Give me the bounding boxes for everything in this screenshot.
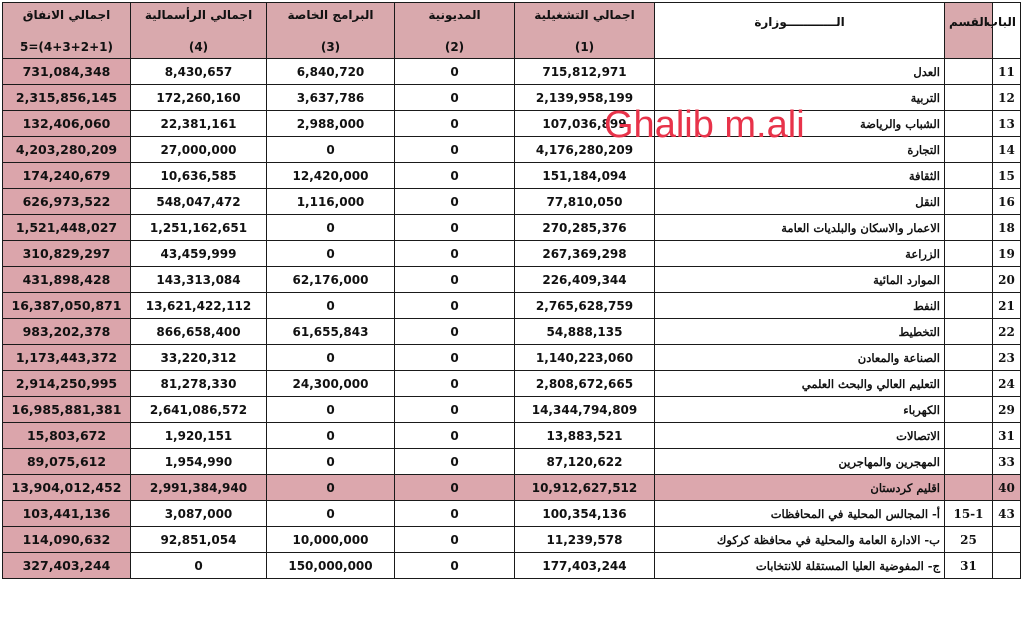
ministry-cell: التجارة (655, 137, 945, 163)
budget-table (2, 2, 1021, 579)
section-cell: 15-1 (945, 501, 993, 527)
operational-cell: 100,354,136 (515, 501, 655, 527)
total-cell: 15,803,672 (3, 423, 131, 449)
capital-cell: 1,251,162,651 (131, 215, 267, 241)
table-row (3, 423, 1021, 449)
debt-cell: 0 (395, 527, 515, 553)
capital-cell: 8,430,657 (131, 59, 267, 85)
ministry-cell: العدل (655, 59, 945, 85)
ministry-cell: المهجرين والمهاجرين (655, 449, 945, 475)
capital-cell: 1,954,990 (131, 449, 267, 475)
total-cell: 2,914,250,995 (3, 371, 131, 397)
table-row (3, 397, 1021, 423)
table-row (3, 501, 1021, 527)
table-row (3, 241, 1021, 267)
programs-cell: 1,116,000 (267, 189, 395, 215)
programs-cell: 0 (267, 293, 395, 319)
programs-cell: 0 (267, 475, 395, 501)
capital-cell: 27,000,000 (131, 137, 267, 163)
header-debt-number: (2) (444, 40, 465, 54)
operational-cell: 1,140,223,060 (515, 345, 655, 371)
operational-cell: 2,765,628,759 (515, 293, 655, 319)
total-cell: 2,315,856,145 (3, 85, 131, 111)
section-cell (945, 371, 993, 397)
operational-cell: 107,036,899 (515, 111, 655, 137)
chapter-cell: 14 (993, 137, 1021, 163)
chapter-cell: 12 (993, 85, 1021, 111)
capital-cell: 92,851,054 (131, 527, 267, 553)
table-row (3, 319, 1021, 345)
operational-cell: 77,810,050 (515, 189, 655, 215)
programs-cell: 0 (267, 397, 395, 423)
table-row (3, 189, 1021, 215)
total-cell: 114,090,632 (3, 527, 131, 553)
header-debt-label: المديونية (428, 8, 481, 22)
total-cell: 16,985,881,381 (3, 397, 131, 423)
section-cell (945, 475, 993, 501)
header-chapter: الباب (993, 3, 1021, 59)
total-cell: 983,202,378 (3, 319, 131, 345)
chapter-cell: 15 (993, 163, 1021, 189)
section-cell (945, 111, 993, 137)
programs-cell: 0 (267, 241, 395, 267)
chapter-cell: 13 (993, 111, 1021, 137)
table-row (3, 163, 1021, 189)
header-programs-label: البرامج الخاصة (287, 8, 374, 22)
total-cell: 174,240,679 (3, 163, 131, 189)
debt-cell: 0 (395, 501, 515, 527)
header-total (3, 3, 131, 59)
chapter-cell: 29 (993, 397, 1021, 423)
operational-cell: 87,120,622 (515, 449, 655, 475)
total-cell: 1,173,443,372 (3, 345, 131, 371)
operational-cell: 2,808,672,665 (515, 371, 655, 397)
header-operational (515, 3, 655, 59)
operational-cell: 10,912,627,512 (515, 475, 655, 501)
capital-cell: 22,381,161 (131, 111, 267, 137)
table-row (3, 59, 1021, 85)
table-row (3, 293, 1021, 319)
operational-cell: 2,139,958,199 (515, 85, 655, 111)
capital-cell: 2,991,384,940 (131, 475, 267, 501)
capital-cell: 33,220,312 (131, 345, 267, 371)
table-row (3, 111, 1021, 137)
section-cell (945, 449, 993, 475)
ministry-cell: الصناعة والمعادن (655, 345, 945, 371)
operational-cell: 226,409,344 (515, 267, 655, 293)
section-cell (945, 319, 993, 345)
operational-cell: 270,285,376 (515, 215, 655, 241)
table-row (3, 371, 1021, 397)
programs-cell: 3,637,786 (267, 85, 395, 111)
programs-cell: 2,988,000 (267, 111, 395, 137)
total-cell: 431,898,428 (3, 267, 131, 293)
programs-cell: 0 (267, 215, 395, 241)
debt-cell: 0 (395, 215, 515, 241)
section-cell (945, 137, 993, 163)
header-programs-number: (3) (320, 40, 341, 54)
header-ministry: الــــــــــــوزارة (655, 3, 945, 59)
header-total-formula: (4+3+2+1)=5 (20, 40, 113, 54)
ministry-cell: الاعمار والاسكان والبلديات العامة (655, 215, 945, 241)
operational-cell: 4,176,280,209 (515, 137, 655, 163)
header-operational-label: اجمالي التشغيلية (534, 8, 635, 22)
chapter-cell: 21 (993, 293, 1021, 319)
debt-cell: 0 (395, 267, 515, 293)
ministry-cell: التخطيط (655, 319, 945, 345)
table-row (3, 475, 1021, 501)
section-cell: 25 (945, 527, 993, 553)
capital-cell: 2,641,086,572 (131, 397, 267, 423)
programs-cell: 0 (267, 449, 395, 475)
total-cell: 13,904,012,452 (3, 475, 131, 501)
chapter-cell: 19 (993, 241, 1021, 267)
section-cell (945, 267, 993, 293)
programs-cell: 0 (267, 345, 395, 371)
total-cell: 89,075,612 (3, 449, 131, 475)
programs-cell: 62,176,000 (267, 267, 395, 293)
programs-cell: 12,420,000 (267, 163, 395, 189)
header-capital-label: اجمالي الرأسمالية (144, 8, 253, 22)
capital-cell: 172,260,160 (131, 85, 267, 111)
ministry-cell: الموارد المائية (655, 267, 945, 293)
chapter-cell: 11 (993, 59, 1021, 85)
capital-cell: 866,658,400 (131, 319, 267, 345)
operational-cell: 11,239,578 (515, 527, 655, 553)
ministry-cell: ب- الادارة العامة والمحلية في محافظة كركوك (655, 527, 945, 553)
total-cell: 731,084,348 (3, 59, 131, 85)
chapter-cell: 23 (993, 345, 1021, 371)
table-row (3, 215, 1021, 241)
operational-cell: 54,888,135 (515, 319, 655, 345)
section-cell (945, 241, 993, 267)
section-cell (945, 397, 993, 423)
debt-cell: 0 (395, 59, 515, 85)
section-cell (945, 293, 993, 319)
section-cell (945, 85, 993, 111)
table-row (3, 553, 1021, 579)
capital-cell: 10,636,585 (131, 163, 267, 189)
section-cell (945, 423, 993, 449)
debt-cell: 0 (395, 85, 515, 111)
chapter-cell: 24 (993, 371, 1021, 397)
ministry-cell: الاتصالات (655, 423, 945, 449)
chapter-cell (993, 527, 1021, 553)
header-capital-number: (4) (188, 40, 209, 54)
ministry-cell: الزراعة (655, 241, 945, 267)
chapter-cell: 43 (993, 501, 1021, 527)
ministry-cell: ج- المفوضية العليا المستقلة للانتخابات (655, 553, 945, 579)
capital-cell: 548,047,472 (131, 189, 267, 215)
chapter-cell: 33 (993, 449, 1021, 475)
capital-cell: 143,313,084 (131, 267, 267, 293)
section-cell (945, 163, 993, 189)
header-operational-number: (1) (574, 40, 595, 54)
capital-cell: 3,087,000 (131, 501, 267, 527)
programs-cell: 0 (267, 423, 395, 449)
total-cell: 310,829,297 (3, 241, 131, 267)
programs-cell: 24,300,000 (267, 371, 395, 397)
chapter-cell: 16 (993, 189, 1021, 215)
operational-cell: 715,812,971 (515, 59, 655, 85)
operational-cell: 177,403,244 (515, 553, 655, 579)
programs-cell: 6,840,720 (267, 59, 395, 85)
header-row (3, 3, 1021, 59)
debt-cell: 0 (395, 137, 515, 163)
programs-cell: 61,655,843 (267, 319, 395, 345)
table-row (3, 449, 1021, 475)
chapter-cell: 40 (993, 475, 1021, 501)
ministry-cell: أ- المجالس المحلية في المحافظات (655, 501, 945, 527)
operational-cell: 14,344,794,809 (515, 397, 655, 423)
section-cell (945, 215, 993, 241)
ministry-cell: الثقافة (655, 163, 945, 189)
debt-cell: 0 (395, 163, 515, 189)
operational-cell: 151,184,094 (515, 163, 655, 189)
total-cell: 4,203,280,209 (3, 137, 131, 163)
total-cell: 103,441,136 (3, 501, 131, 527)
header-programs (267, 3, 395, 59)
debt-cell: 0 (395, 553, 515, 579)
ministry-cell: الشباب والرياضة (655, 111, 945, 137)
programs-cell: 150,000,000 (267, 553, 395, 579)
section-cell (945, 59, 993, 85)
ministry-cell: النقل (655, 189, 945, 215)
total-cell: 1,521,448,027 (3, 215, 131, 241)
chapter-cell: 22 (993, 319, 1021, 345)
ministry-cell: الكهرباء (655, 397, 945, 423)
table-row (3, 527, 1021, 553)
debt-cell: 0 (395, 449, 515, 475)
header-total-label: اجمالي الانفاق (22, 8, 111, 22)
section-cell (945, 189, 993, 215)
capital-cell: 43,459,999 (131, 241, 267, 267)
ministry-cell: اقليم كردستان (655, 475, 945, 501)
watermark-text: Ghalib m.ali (604, 104, 805, 146)
capital-cell: 1,920,151 (131, 423, 267, 449)
chapter-cell: 20 (993, 267, 1021, 293)
debt-cell: 0 (395, 423, 515, 449)
programs-cell: 0 (267, 501, 395, 527)
header-debt (395, 3, 515, 59)
table-row (3, 267, 1021, 293)
section-cell (945, 345, 993, 371)
total-cell: 16,387,050,871 (3, 293, 131, 319)
section-cell: 31 (945, 553, 993, 579)
debt-cell: 0 (395, 111, 515, 137)
chapter-cell (993, 553, 1021, 579)
debt-cell: 0 (395, 293, 515, 319)
debt-cell: 0 (395, 345, 515, 371)
debt-cell: 0 (395, 189, 515, 215)
programs-cell: 10,000,000 (267, 527, 395, 553)
programs-cell: 0 (267, 137, 395, 163)
total-cell: 132,406,060 (3, 111, 131, 137)
chapter-cell: 18 (993, 215, 1021, 241)
ministry-cell: التربية (655, 85, 945, 111)
debt-cell: 0 (395, 371, 515, 397)
debt-cell: 0 (395, 319, 515, 345)
debt-cell: 0 (395, 475, 515, 501)
header-section: القسم (945, 3, 993, 59)
total-cell: 626,973,522 (3, 189, 131, 215)
ministry-cell: النفط (655, 293, 945, 319)
chapter-cell: 31 (993, 423, 1021, 449)
operational-cell: 13,883,521 (515, 423, 655, 449)
capital-cell: 81,278,330 (131, 371, 267, 397)
operational-cell: 267,369,298 (515, 241, 655, 267)
header-capital (131, 3, 267, 59)
ministry-cell: التعليم العالي والبحث العلمي (655, 371, 945, 397)
capital-cell: 0 (131, 553, 267, 579)
table-row (3, 137, 1021, 163)
debt-cell: 0 (395, 397, 515, 423)
total-cell: 327,403,244 (3, 553, 131, 579)
capital-cell: 13,621,422,112 (131, 293, 267, 319)
table-row (3, 85, 1021, 111)
table-row (3, 345, 1021, 371)
debt-cell: 0 (395, 241, 515, 267)
